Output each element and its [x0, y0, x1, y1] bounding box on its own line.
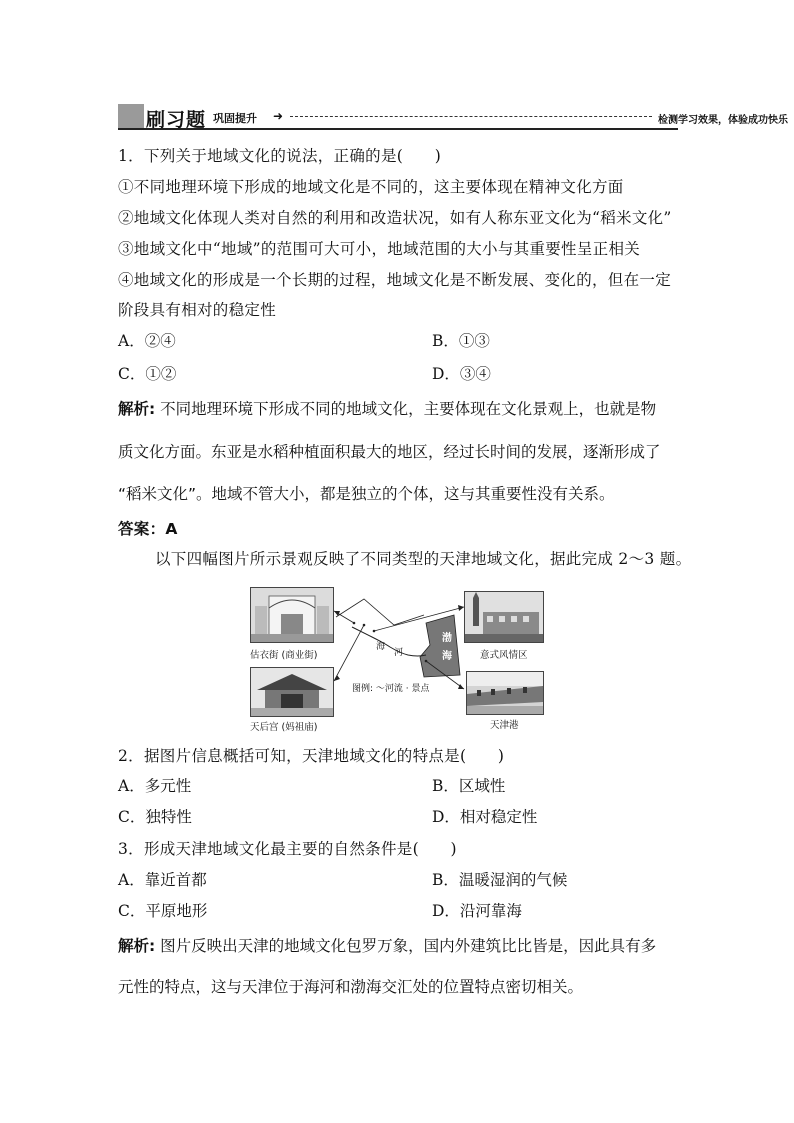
header-dashed-line	[290, 116, 652, 117]
q1-statement-4a: ④地域文化的形成是一个长期的过程，地域文化是不断发展、变化的，但在一定	[118, 271, 672, 289]
header-gray-block	[118, 104, 144, 128]
section-header	[118, 104, 788, 131]
q3-stem: 3．形成天津地域文化最主要的自然条件是( )	[118, 840, 457, 858]
header-underline	[118, 128, 678, 130]
intro-text: 以下四幅图片所示景观反映了不同类型的天津地域文化，据此完成 2～3 题。	[155, 550, 692, 568]
header-subtitle: 巩固提升	[213, 112, 257, 125]
tianjin-figure	[248, 585, 548, 733]
caption-tianjin-port: 天津港	[490, 720, 519, 731]
q1-statement-3: ③地域文化中“地域”的范围可大可小，地域范围的大小与其重要性呈正相关	[118, 240, 641, 258]
q1-answer: 答案：A	[118, 520, 178, 538]
italian-district-photo	[464, 591, 544, 643]
q1-option-b: B．①③	[432, 332, 490, 350]
q2-option-c: C．独特性	[118, 808, 192, 826]
explanation-label: 解析:	[118, 400, 156, 418]
arrow-circle-icon: ➜	[273, 109, 284, 123]
q3-option-b: B．温暖湿润的气候	[432, 871, 568, 889]
q3-explanation-line-1	[118, 936, 656, 956]
river-label-hai: 海	[376, 642, 386, 652]
q1-option-a: A．②④	[118, 332, 176, 350]
guyijie-photo	[250, 587, 334, 643]
q1-explanation-line-3: “稻米文化”。地域不管大小，都是独立的个体，这与其重要性没有关系。	[118, 485, 615, 503]
q3-option-a: A．靠近首都	[118, 871, 207, 889]
q1-option-c: C．①②	[118, 365, 177, 383]
q1-statement-4b: 阶段具有相对的稳定性	[118, 301, 277, 319]
q1-explanation-line-1	[118, 399, 656, 419]
q1-statement-2: ②地域文化体现人类对自然的利用和改造状况，如有人称东亚文化为“稻米文化”	[118, 209, 672, 227]
sea-label-bo: 渤	[442, 633, 452, 644]
q1-stem: 1．下列关于地域文化的说法，正确的是( )	[118, 147, 442, 165]
river-label-he: 河	[394, 648, 404, 658]
q3-explanation-line-2: 元性的特点，这与天津位于海河和渤海交汇处的位置特点密切相关。	[118, 978, 584, 996]
caption-italian-district: 意式风情区	[480, 650, 528, 661]
tianhougong-photo	[250, 667, 334, 717]
header-right-text: 检测学习效果，体验成功快乐	[658, 115, 788, 126]
q1-statement-1: ①不同地理环境下形成的地域文化是不同的，这主要体现在精神文化方面	[118, 178, 624, 196]
map-legend: 图例: ～河流 · 景点	[352, 684, 430, 694]
caption-guyijie: 估衣街 (商业街)	[250, 650, 318, 661]
q2-option-b: B．区域性	[432, 777, 506, 795]
q3-option-d: D．沿河靠海	[432, 902, 522, 920]
sea-label-hai: 海	[442, 651, 452, 662]
header-title: 刷习题	[146, 109, 207, 131]
q2-option-d: D．相对稳定性	[432, 808, 538, 826]
caption-tianhougong: 天后宫 (妈祖庙)	[250, 722, 318, 733]
q2-stem: 2．据图片信息概括可知，天津地域文化的特点是( )	[118, 747, 505, 765]
q1-explanation-line-2: 质文化方面。东亚是水稻种植面积最大的地区，经过长时间的发展，逐渐形成了	[118, 443, 661, 461]
q3-option-c: C．平原地形	[118, 902, 208, 920]
tianjin-port-photo	[466, 671, 544, 715]
explanation-label: 解析:	[118, 937, 156, 955]
q2-option-a: A．多元性	[118, 777, 192, 795]
explanation-text: 不同地理环境下形成不同的地域文化，主要体现在文化景观上，也就是物	[155, 400, 657, 418]
q1-option-d: D．③④	[432, 365, 491, 383]
explanation-text: 图片反映出天津的地域文化包罗万象，国内外建筑比比皆是，因此具有多	[155, 937, 657, 955]
